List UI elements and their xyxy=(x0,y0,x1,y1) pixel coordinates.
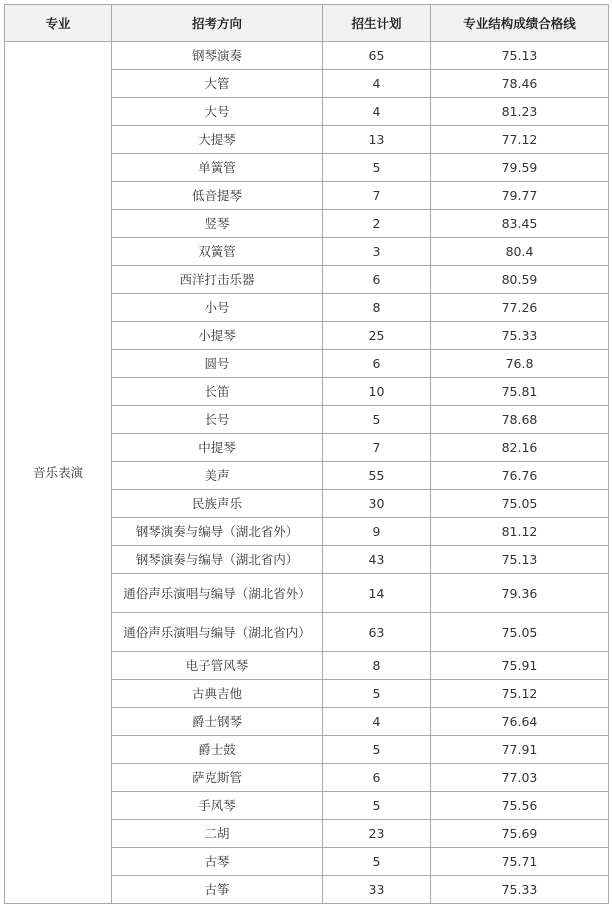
plan-cell: 33 xyxy=(323,876,431,904)
direction-cell: 钢琴演奏与编导（湖北省外） xyxy=(112,518,323,546)
plan-cell: 23 xyxy=(323,820,431,848)
direction-cell: 长笛 xyxy=(112,378,323,406)
plan-cell: 5 xyxy=(323,848,431,876)
score-cell: 75.71 xyxy=(431,848,609,876)
direction-cell: 竖琴 xyxy=(112,210,323,238)
table-header-row xyxy=(5,5,609,42)
score-cell: 75.13 xyxy=(431,42,609,70)
direction-cell: 爵士钢琴 xyxy=(112,708,323,736)
score-cell: 78.68 xyxy=(431,406,609,434)
plan-cell: 25 xyxy=(323,322,431,350)
direction-cell: 二胡 xyxy=(112,820,323,848)
direction-cell: 电子管风琴 xyxy=(112,652,323,680)
direction-cell: 双簧管 xyxy=(112,238,323,266)
direction-cell: 手风琴 xyxy=(112,792,323,820)
plan-cell: 5 xyxy=(323,792,431,820)
plan-cell: 7 xyxy=(323,182,431,210)
direction-cell: 古筝 xyxy=(112,876,323,904)
plan-cell: 14 xyxy=(323,574,431,613)
direction-cell: 钢琴演奏与编导（湖北省内） xyxy=(112,546,323,574)
plan-cell: 63 xyxy=(323,613,431,652)
major-cell: 音乐表演 xyxy=(5,42,112,904)
admission-score-table xyxy=(4,4,609,904)
direction-cell: 圆号 xyxy=(112,350,323,378)
direction-cell: 爵士鼓 xyxy=(112,736,323,764)
score-cell: 76.76 xyxy=(431,462,609,490)
direction-cell: 小号 xyxy=(112,294,323,322)
direction-cell: 大号 xyxy=(112,98,323,126)
direction-cell: 民族声乐 xyxy=(112,490,323,518)
score-cell: 75.05 xyxy=(431,490,609,518)
header-major: 专业 xyxy=(5,5,112,42)
score-cell: 75.13 xyxy=(431,546,609,574)
direction-cell: 小提琴 xyxy=(112,322,323,350)
plan-cell: 5 xyxy=(323,154,431,182)
plan-cell: 8 xyxy=(323,652,431,680)
score-cell: 75.56 xyxy=(431,792,609,820)
direction-cell: 大管 xyxy=(112,70,323,98)
direction-cell: 西洋打击乐器 xyxy=(112,266,323,294)
plan-cell: 5 xyxy=(323,680,431,708)
plan-cell: 30 xyxy=(323,490,431,518)
plan-cell: 9 xyxy=(323,518,431,546)
direction-cell: 长号 xyxy=(112,406,323,434)
score-cell: 78.46 xyxy=(431,70,609,98)
score-cell: 76.64 xyxy=(431,708,609,736)
score-cell: 77.03 xyxy=(431,764,609,792)
score-cell: 79.77 xyxy=(431,182,609,210)
score-cell: 75.91 xyxy=(431,652,609,680)
plan-cell: 6 xyxy=(323,266,431,294)
direction-cell: 美声 xyxy=(112,462,323,490)
plan-cell: 5 xyxy=(323,736,431,764)
plan-cell: 8 xyxy=(323,294,431,322)
score-cell: 76.8 xyxy=(431,350,609,378)
plan-cell: 3 xyxy=(323,238,431,266)
direction-cell: 通俗声乐演唱与编导（湖北省外） xyxy=(112,574,323,613)
score-cell: 79.36 xyxy=(431,574,609,613)
plan-cell: 13 xyxy=(323,126,431,154)
score-cell: 82.16 xyxy=(431,434,609,462)
table-body xyxy=(5,42,609,904)
plan-cell: 4 xyxy=(323,708,431,736)
score-cell: 75.33 xyxy=(431,876,609,904)
direction-cell: 通俗声乐演唱与编导（湖北省内） xyxy=(112,613,323,652)
plan-cell: 65 xyxy=(323,42,431,70)
score-cell: 77.26 xyxy=(431,294,609,322)
plan-cell: 43 xyxy=(323,546,431,574)
score-cell: 77.12 xyxy=(431,126,609,154)
direction-cell: 大提琴 xyxy=(112,126,323,154)
header-score: 专业结构成绩合格线 xyxy=(431,5,609,42)
plan-cell: 6 xyxy=(323,764,431,792)
direction-cell: 古典吉他 xyxy=(112,680,323,708)
plan-cell: 10 xyxy=(323,378,431,406)
direction-cell: 低音提琴 xyxy=(112,182,323,210)
direction-cell: 单簧管 xyxy=(112,154,323,182)
score-cell: 75.81 xyxy=(431,378,609,406)
score-cell: 75.12 xyxy=(431,680,609,708)
score-cell: 75.33 xyxy=(431,322,609,350)
table-row xyxy=(5,42,609,70)
plan-cell: 6 xyxy=(323,350,431,378)
score-cell: 79.59 xyxy=(431,154,609,182)
score-cell: 80.4 xyxy=(431,238,609,266)
header-plan: 招生计划 xyxy=(323,5,431,42)
plan-cell: 2 xyxy=(323,210,431,238)
score-cell: 81.12 xyxy=(431,518,609,546)
plan-cell: 5 xyxy=(323,406,431,434)
direction-cell: 中提琴 xyxy=(112,434,323,462)
plan-cell: 4 xyxy=(323,70,431,98)
score-cell: 80.59 xyxy=(431,266,609,294)
header-direction: 招考方向 xyxy=(112,5,323,42)
score-cell: 75.05 xyxy=(431,613,609,652)
score-cell: 75.69 xyxy=(431,820,609,848)
direction-cell: 萨克斯管 xyxy=(112,764,323,792)
plan-cell: 7 xyxy=(323,434,431,462)
score-cell: 83.45 xyxy=(431,210,609,238)
direction-cell: 古琴 xyxy=(112,848,323,876)
plan-cell: 4 xyxy=(323,98,431,126)
plan-cell: 55 xyxy=(323,462,431,490)
score-cell: 77.91 xyxy=(431,736,609,764)
score-cell: 81.23 xyxy=(431,98,609,126)
direction-cell: 钢琴演奏 xyxy=(112,42,323,70)
